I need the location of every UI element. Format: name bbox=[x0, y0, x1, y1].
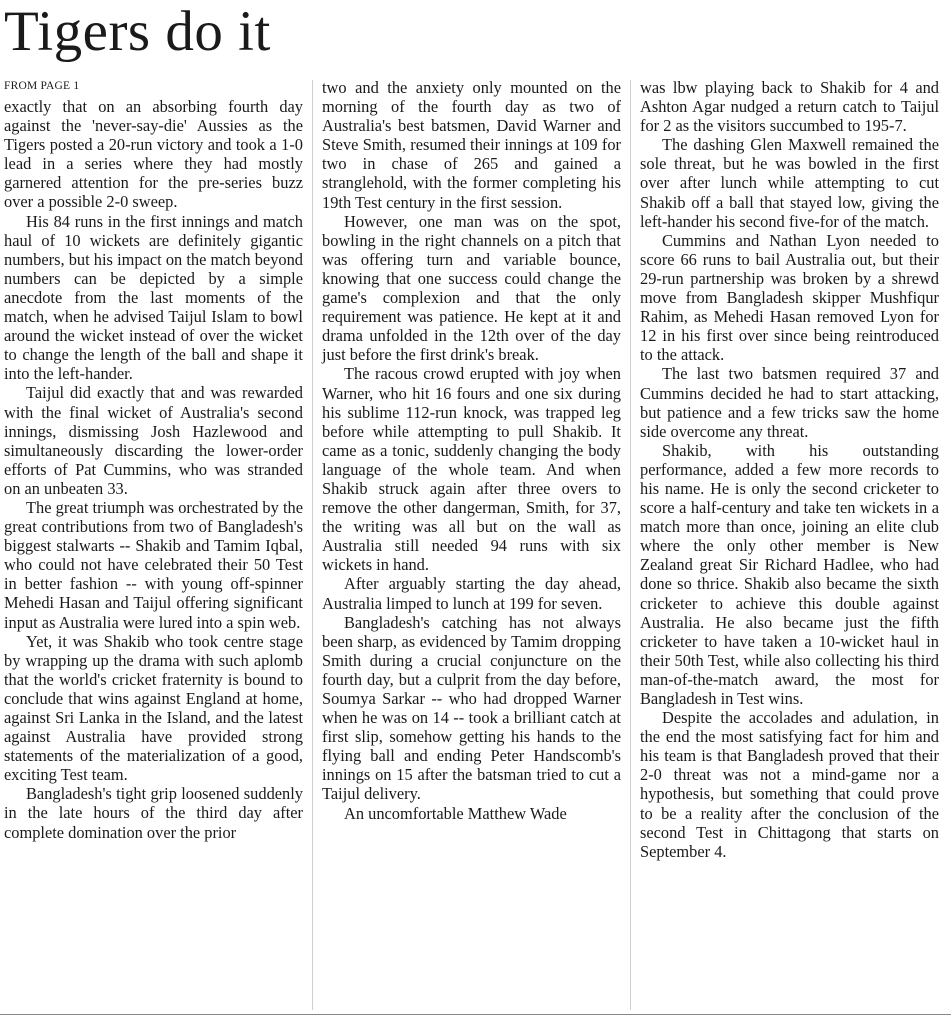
paragraph: An uncomfortable Matthew Wade bbox=[344, 803, 567, 823]
paragraph: Taijul did exactly that and was rewarded with the final wicket of Australia's second innings, dismissing Josh Hazlewood and simultaneously discarding the lower-order efforts of Pat Cummins, who was stranded on an unbeaten 33. bbox=[4, 383, 303, 498]
paragraph: After arguably starting the day ahead, Australia limped to lunch at 199 for seven. bbox=[322, 574, 621, 613]
paragraph: The dashing Glen Maxwell remained the sole threat, but he was bowled in the first over after lunch while attempting to cut Shakib off a ball that stayed low, giving the left-hander his second five-for of the match. bbox=[640, 135, 939, 231]
column-divider bbox=[312, 80, 313, 1010]
paragraph: Bangladesh's catching has not always been sharp, as evidenced by Tamim dropping Smith during a crucial conjuncture on the fourth day, but a culprit from the day before, Soumya Sarkar -- who had dropped Warner when he was on 14 -- took a brilliant catch at first slip, somehow getting his hands to the flying ball and ending Peter Handscomb's innings on 15 after the batsman tried to cut a Taijul delivery. bbox=[322, 612, 621, 804]
headline: Tigers do it bbox=[4, 0, 271, 63]
continued-from-label: FROM PAGE 1 bbox=[4, 80, 80, 92]
paragraph: The last two batsmen required 37 and Cummins decided he had to start attacking, but patience and a few tricks saw the home side overcome any threat. bbox=[640, 364, 939, 441]
article-column-2 bbox=[322, 78, 621, 823]
paragraph: exactly that on an absorbing fourth day against the 'never-say-die' Aussies as the Tigers posted a 20-run victory and took a 1-0 lead in a series where they had mostly garnered attention for the pre-series buzz over a possible 2-0 sweep. bbox=[4, 97, 303, 212]
column-divider bbox=[630, 80, 631, 1010]
article-column-3 bbox=[640, 78, 939, 861]
bottom-rule bbox=[0, 1014, 951, 1015]
paragraph: Shakib, with his outstanding performance, added a few more records to his name. He is only the second cricketer to score a half-century and take ten wickets in a match more than once, joining an elite club where the only other member is New Zealand great Sir Richard Hadlee, who had done so thrice. Shakib also became the sixth cricketer to achieve this double against Australia. He also became just the fifth cricketer to have taken a 10-wicket haul in their 50th Test, while also collecting his third man-of-the-match award, the most for Bangladesh in Test wins. bbox=[640, 440, 939, 708]
paragraph: Despite the accolades and adulation, in the end the most satisfying fact for him and his team is that Bangladesh proved that their 2-0 threat was not a mind-game nor a hypothesis, but something that could prove to be a reality after the conclusion of the second Test in Chittagong that starts on September 4. bbox=[640, 708, 939, 861]
paragraph: However, one man was on the spot, bowling in the right channels on a pitch that was offering turn and variable bounce, knowing that one success could change the game's complexion and that the only requirement was patience. He kept at it and drama unfolded in the 12th over of the day just before the first drink's break. bbox=[322, 211, 621, 365]
paragraph: His 84 runs in the first innings and match haul of 10 wickets are definitely gigantic numbers, but his impact on the match beyond numbers can be depicted by a simple anecdote from the last moments of the match, when he advised Taijul Islam to bowl around the wicket instead of over the wicket to change the length of the ball and shape it into the left-hander. bbox=[4, 211, 303, 384]
paragraph: The great triumph was orchestrated by the great contributions from two of Bangladesh's biggest stalwarts -- Shakib and Tamim Iqbal, who could not have celebrated their 50 Test in better fashion -- with young off-spinner Mehedi Hasan and Taijul offering significant input as Australia were lured into a spin web. bbox=[4, 497, 303, 632]
article-column-1 bbox=[4, 97, 303, 842]
paragraph: The racous crowd erupted with joy when Warner, who hit 16 fours and one six during his sublime 112-run knock, was trapped leg before while attempting to pull Shakib. It came as a tonic, suddenly changing the body language of the whole team. And when Shakib struck again after three overs to remove the other dangerman, Smith, for 37, the writing was all but on the wall as Australia still needed 94 runs with six wickets in hand. bbox=[322, 364, 621, 575]
paragraph: Yet, it was Shakib who took centre stage by wrapping up the drama with such aplomb that the world's cricket fraternity is bound to conclude that wins against England at home, against Sri Lanka in the Island, and the latest against Australia have provided strong statements of the materialization of a good, exciting Test team. bbox=[4, 631, 303, 785]
paragraph: was lbw playing back to Shakib for 4 and Ashton Agar nudged a return catch to Taijul for 2 as the visitors succumbed to 195-7. bbox=[640, 78, 939, 136]
paragraph: Bangladesh's tight grip loosened suddenly in the late hours of the third day after complete domination over the prior bbox=[4, 784, 303, 842]
paragraph: Cummins and Nathan Lyon needed to score 66 runs to bail Australia out, but their 29-run partnership was broken by a shrewd move from Bangladesh skipper Mushfiqur Rahim, as Mehedi Hasan removed Lyon for 12 in his first over since being reintroduced to the attack. bbox=[640, 230, 939, 365]
paragraph: two and the anxiety only mounted on the morning of the fourth day as two of Australia's best batsmen, David Warner and Steve Smith, resumed their innings at 109 for two in chase of 265 and gained a stranglehold, with the former completing his 19th Test century in the first session. bbox=[322, 78, 621, 212]
